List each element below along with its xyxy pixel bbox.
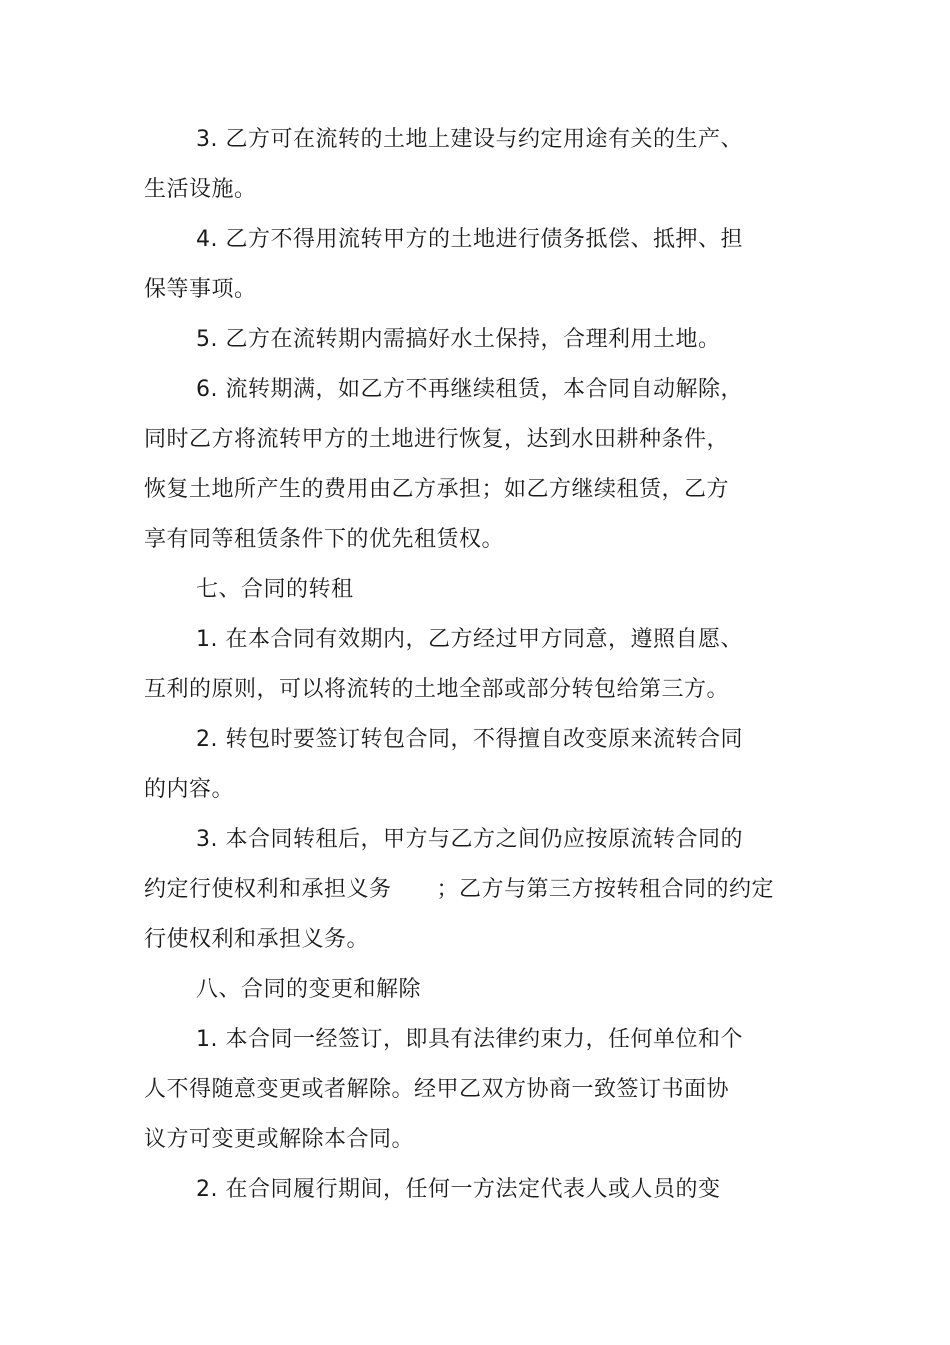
text-line: 议方可变更或解除本合同。 (144, 1127, 415, 1152)
text-line: 3. 本合同转租后，甲方与乙方之间仍应按原流转合同的 (196, 827, 743, 852)
text-line: 2. 在合同履行期间，任何一方法定代表人或人员的变 (196, 1177, 721, 1202)
text-line: 的内容。 (144, 777, 235, 802)
text-line: 6. 流转期满，如乙方不再继续租赁，本合同自动解除， (196, 377, 743, 402)
text-line: 人不得随意变更或者解除。经甲乙双方协商一致签订书面协 (144, 1077, 730, 1102)
text-line: 生活设施。 (144, 177, 257, 202)
text-line: 保等事项。 (144, 277, 257, 302)
text-line: 5. 乙方在流转期内需搞好水土保持，合理利用土地。 (196, 327, 721, 352)
text-line: 2. 转包时要签订转包合同，不得擅自改变原来流转合同 (196, 727, 743, 752)
text-line: 互利的原则，可以将流转的土地全部或部分转包给第三方。 (144, 677, 730, 702)
section-heading: 八、合同的变更和解除 (196, 977, 422, 1002)
text-line: 4. 乙方不得用流转甲方的土地进行债务抵偿、抵押、担 (196, 227, 743, 252)
text-line: 3. 乙方可在流转的土地上建设与约定用途有关的生产、 (196, 127, 743, 152)
section-heading: 七、合同的转租 (196, 577, 354, 602)
text-line: 享有同等租赁条件下的优先租赁权。 (144, 527, 505, 552)
text-line: 恢复土地所产生的费用由乙方承担；如乙方继续租赁，乙方 (144, 477, 730, 502)
text-line: 1. 在本合同有效期内，乙方经过甲方同意，遵照自愿、 (196, 627, 743, 652)
text-line: 1. 本合同一经签订，即具有法律约束力，任何单位和个 (196, 1027, 743, 1052)
text-line: 行使权利和承担义务。 (144, 927, 370, 952)
text-line: 约定行使权利和承担义务 ；乙方与第三方按转租合同的约定 (144, 877, 774, 902)
text-line: 同时乙方将流转甲方的土地进行恢复，达到水田耕种条件， (144, 427, 730, 452)
